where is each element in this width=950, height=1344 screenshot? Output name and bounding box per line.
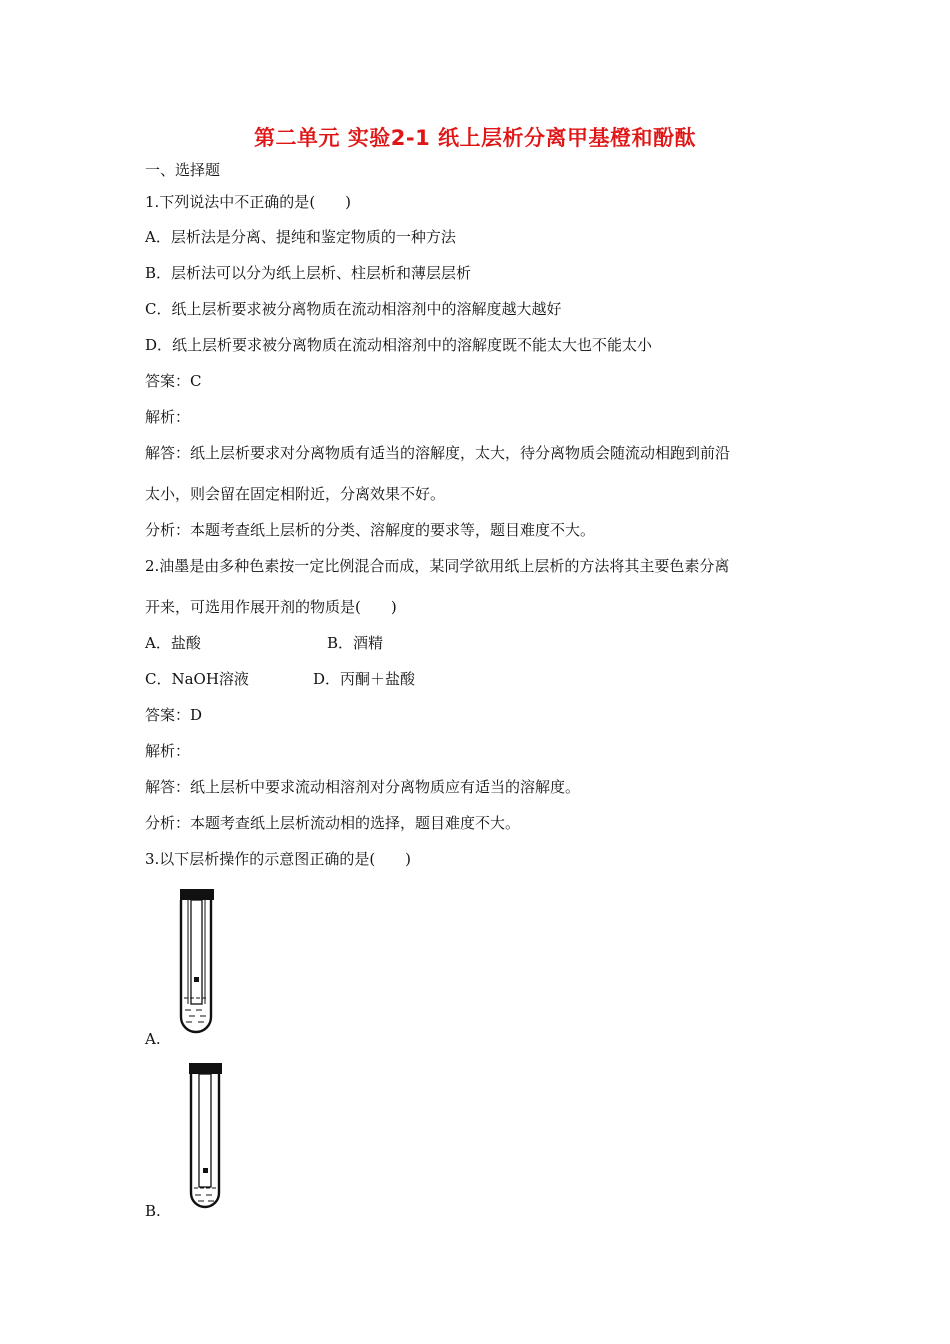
document-title: 第二单元 实验2-1 纸上层析分离甲基橙和酚酞 bbox=[253, 126, 697, 150]
question-1-option-a: A．层析法是分离、提纯和鉴定物质的一种方法 bbox=[145, 228, 456, 246]
stopper bbox=[189, 1063, 222, 1074]
figure-a-label: A. bbox=[145, 1030, 161, 1048]
question-1-answer: 答案：C bbox=[145, 372, 202, 390]
question-1-solution-line-2: 太小，则会留在固定相附近，分离效果不好。 bbox=[145, 485, 446, 503]
tube-wall bbox=[181, 900, 211, 1032]
question-2-stem-line-1: 2.油墨是由多种色素按一定比例混合而成，某同学欲用纸上层析的方法将其主要色素分离 bbox=[145, 557, 730, 575]
question-2-answer: 答案：D bbox=[145, 706, 203, 724]
question-1-comment: 分析：本题考查纸上层析的分类、溶解度的要求等，题目难度不大。 bbox=[145, 521, 596, 539]
question-1-solution-line-1: 解答：纸上层析要求对分离物质有适当的溶解度，太大，待分离物质会随流动相跑到前沿 bbox=[145, 444, 731, 462]
question-1-option-d: D．纸上层析要求被分离物质在流动相溶剂中的溶解度既不能太大也不能太小 bbox=[145, 336, 653, 354]
figure-b-label: B. bbox=[145, 1202, 161, 1220]
question-1-option-b: B．层析法可以分为纸上层析、柱层析和薄层层析 bbox=[145, 264, 472, 282]
stopper bbox=[180, 889, 214, 900]
sample-spot bbox=[203, 1168, 208, 1173]
question-1-stem: 1.下列说法中不正确的是( ) bbox=[145, 193, 352, 211]
question-2-stem-line-2: 开来，可选用作展开剂的物质是( ) bbox=[145, 598, 397, 616]
figure-b-test-tube bbox=[182, 1060, 238, 1212]
question-2-solution: 解答：纸上层析中要求流动相溶剂对分离物质应有适当的溶解度。 bbox=[145, 778, 581, 796]
question-1-analysis-label: 解析： bbox=[145, 408, 191, 426]
question-1-option-c: C．纸上层析要求被分离物质在流动相溶剂中的溶解度越大越好 bbox=[145, 300, 562, 318]
question-2-option-b: B．酒精 bbox=[327, 634, 384, 652]
sample-spot bbox=[194, 977, 199, 982]
question-2-option-a: A．盐酸 bbox=[145, 634, 201, 652]
figure-a-test-tube bbox=[172, 885, 232, 1037]
question-2-comment: 分析：本题考查纸上层析流动相的选择，题目难度不大。 bbox=[145, 814, 521, 832]
question-2-option-c: C．NaOH溶液 bbox=[145, 670, 249, 688]
question-2-option-d: D．丙酮＋盐酸 bbox=[313, 670, 416, 688]
question-3-stem: 3.以下层析操作的示意图正确的是( ) bbox=[145, 850, 412, 868]
question-2-analysis-label: 解析： bbox=[145, 742, 191, 760]
paper-strip bbox=[191, 900, 202, 1004]
section-heading: 一、选择题 bbox=[145, 161, 221, 179]
